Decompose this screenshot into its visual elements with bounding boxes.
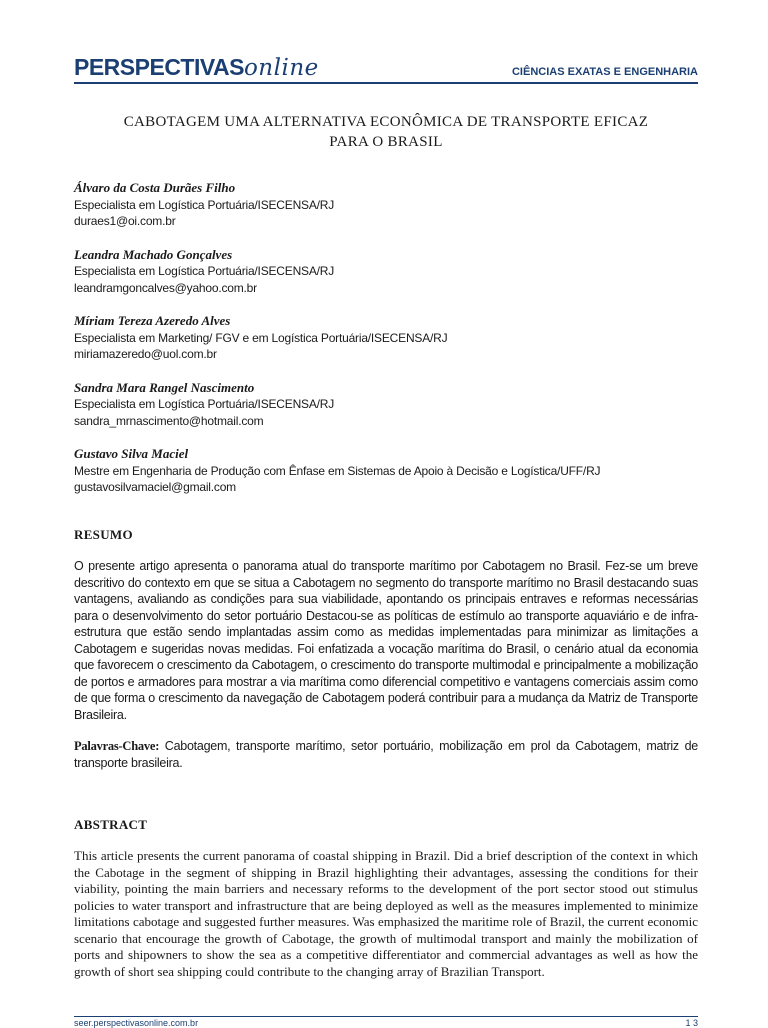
author-name: Leandra Machado Gonçalves	[74, 246, 233, 262]
author-block	[74, 180, 698, 230]
author-affiliation: Especialista em Marketing/ FGV e em Logística Portuária/ISECENSA/RJ	[74, 330, 448, 345]
author-name: Gustavo Silva Maciel	[74, 446, 189, 461]
author-email: miriamazeredo@uol.com.br	[74, 347, 217, 361]
footer-rule	[74, 1016, 698, 1017]
author-affiliation: Especialista em Logística Portuária/ISECENSA/RJ	[74, 397, 335, 411]
author-block	[74, 380, 698, 430]
subject-area: CIÊNCIAS EXATAS E ENGENHARIA	[511, 66, 698, 78]
author-block	[74, 247, 698, 297]
author-block	[74, 313, 698, 363]
header-rule	[74, 82, 698, 84]
resumo-text: O presente artigo apresenta o panorama atual do transporte marítimo por Cabotagem no Brasil. Fez-se um breve descritivo do contexto em que se situa a Cabotagem no segmento do transporte marítimo no Brasil destacando suas vantagens, avaliando as condições para sua viabilidade, apontando os principais entraves e reformas necessárias para o desenvolvimento do setor portuário Destacou-se as políticas de estímulo ao transporte aquaviário e de infra-estrutura que estão sendo implantadas assim como as medidas implementadas para minimizar as limitações a Cabotagem e sugeridas novas medidas. Foi enfatizada a vocação marítima do Brasil, o cenário atual da economia que favorecem o crescimento da Cabotagem, o crescimento do transporte multimodal e principalmente a mobilização de portos e armadores para mostrar a via marítima como diferencial competitivo e vantagens comerciais assim como de que forma o crescimento da navegação de Cabotagem poderá contribuir para a mudança da Matriz de Transporte Brasileira.	[74, 559, 698, 722]
resumo-heading: RESUMO	[74, 527, 133, 542]
author-name: Álvaro da Costa Durães Filho	[74, 180, 236, 195]
paper-title: CABOTAGEM UMA ALTERNATIVA ECONÔMICA DE TRANSPORTE EFICAZ PARA O BRASIL	[123, 114, 649, 150]
author-name: Sandra Mara Rangel Nascimento	[74, 379, 255, 395]
journal-logo: PERSPECTIVASonline	[74, 54, 319, 81]
author-email: gustavosilvamaciel@gmail.com	[74, 480, 236, 494]
keywords	[74, 738, 698, 771]
author-email: leandramgoncalves@yahoo.com.br	[74, 280, 257, 295]
page-number: 1 3	[685, 1018, 698, 1028]
keywords-text: Cabotagem, transporte marítimo, setor portuário, mobilização em prol da Cabotagem, matriz de transporte brasileira.	[74, 739, 698, 770]
author-affiliation: Mestre em Engenharia de Produção com Ênfase em Sistemas de Apoio à Decisão e Logística/UFF/RJ	[74, 463, 601, 478]
author-list	[74, 180, 698, 513]
author-email: duraes1@oi.com.br	[74, 214, 176, 228]
author-name: Míriam Tereza Azeredo Alves	[74, 313, 231, 328]
author-affiliation: Especialista em Logística Portuária/ISECENSA/RJ	[74, 264, 335, 278]
author-block	[74, 446, 698, 496]
author-affiliation: Especialista em Logística Portuária/ISECENSA/RJ	[74, 197, 335, 212]
journal-header	[74, 52, 698, 84]
keywords-label: Palavras-Chave:	[74, 739, 160, 753]
abstract-heading: ABSTRACT	[74, 817, 148, 832]
author-email: sandra_mrnascimento@hotmail.com	[74, 413, 264, 428]
abstract-text: This article presents the current panorama of coastal shipping in Brazil. Did a brief description of the context in which the Cabotage in the segment of shipping in Brazil highlighting their advantages, assessing the conditions for their viability, pointing the main barriers and necessary reforms to the development of the port sector stood out stimulus policies to water transport and infrastructure that are being deployed as well as the measures implemented to minimize limitations cabotage and suggested further measures. Was emphasized the maritime role of Brazil, the current economic scenario that encourage the growth of Cabotage, the growth of multimodal transport and mainly the mobilization of ports and shipowners to show the sea as a competitive differentiator and commercial advantages as well as how the growth of short sea shipping could contribute to the changing array of Brazilian Transport.	[74, 848, 698, 979]
footer-url[interactable]: seer.perspectivasonline.com.br	[74, 1018, 199, 1028]
